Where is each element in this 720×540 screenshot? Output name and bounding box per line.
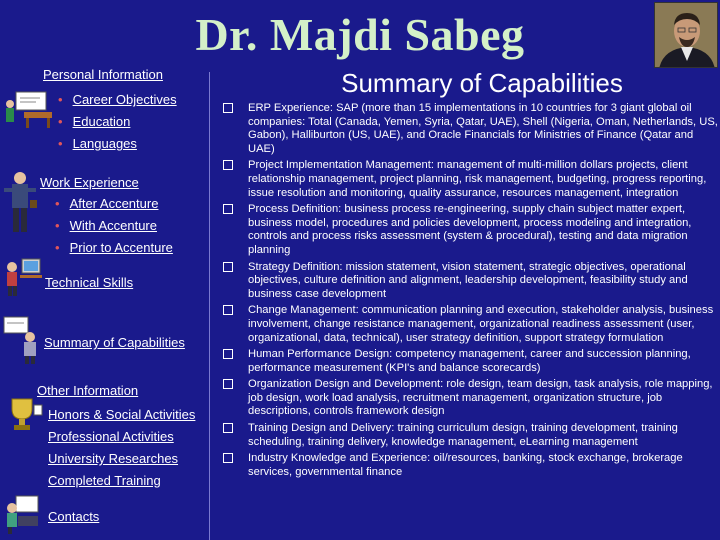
nav-professional-activities[interactable]: Professional Activities (48, 429, 174, 444)
list-item: ERP Experience: SAP (more than 15 implementations in 10 countries for 3 giant global oil companies: Total (Canada, Yemen, Syria, Qatar, UAE), Shell (Nigeria, Oman, Netherlands, US, Gabon), Halliburton (US, UAE), and Oracle Financials for Ministries of Finance (Qatar and UAE) (223, 102, 718, 156)
nav-summary-of-capabilities[interactable]: Summary of Capabilities (44, 335, 185, 350)
trophy-clipart-icon (2, 395, 44, 438)
nav-after-accenture[interactable]: • After Accenture (55, 196, 159, 211)
checkbox-bullet-icon (223, 204, 233, 214)
checkbox-bullet-icon (223, 262, 233, 272)
page-title: Dr. Majdi Sabeg (195, 9, 525, 60)
businessman-clipart-icon (2, 170, 38, 241)
nav-other-information[interactable]: Other Information (37, 383, 139, 398)
list-item: Training Design and Delivery: training curriculum design, training development, training scheduling, training delivery, knowledge management, eLearning management (223, 422, 718, 449)
nav-contacts[interactable]: Contacts (48, 509, 100, 524)
section-title: Summary of Capabilities (341, 68, 623, 98)
list-item: Project Implementation Management: management of multi-million dollars projects, client relationship management, project planning, risk management, budgeting, progress reporting, issue resolution and monitoring, quality assurance, resources management, integration (223, 159, 718, 200)
nav-completed-training[interactable]: Completed Training (48, 473, 161, 488)
portrait-photo (654, 2, 718, 68)
divider (209, 72, 210, 540)
nav-prior-to-accenture[interactable]: • Prior to Accenture (55, 240, 173, 255)
nav-honors-social-activities[interactable]: Honors & Social Activities (48, 407, 196, 422)
checkbox-bullet-icon (223, 379, 233, 389)
checkbox-bullet-icon (223, 305, 233, 315)
list-item: Strategy Definition: mission statement, vision statement, strategic objectives, operational objectives, culture definition and alignment, leadership development, feasibility study and business case development (223, 261, 718, 302)
checkbox-bullet-icon (223, 453, 233, 463)
nav-work-experience[interactable]: Work Experience (40, 175, 139, 190)
checkbox-bullet-icon (223, 349, 233, 359)
capabilities-list (223, 102, 718, 482)
nav-education[interactable]: • Education (58, 114, 131, 129)
list-item: Industry Knowledge and Experience: oil/resources, banking, stock exchange, brokerage services, governmental finance (223, 452, 718, 479)
checkbox-bullet-icon (223, 423, 233, 433)
nav-university-researches[interactable]: University Researches (48, 451, 179, 466)
list-item: Change Management: communication planning and execution, stakeholder analysis, business involvement, change resistance management, organizational readiness assessment (user, organizational, data, technical), user strategy definition, support strategy formulation (223, 304, 718, 345)
nav-personal-information[interactable]: Personal Information (43, 67, 163, 82)
telephone-clipart-icon (2, 492, 42, 540)
nav-languages[interactable]: • Languages (58, 136, 137, 151)
nav-technical-skills[interactable]: Technical Skills (45, 275, 134, 290)
classroom-clipart-icon (2, 90, 58, 135)
list-item: Organization Design and Development: role design, team design, task analysis, role mapping, job design, work load analysis, recruitment management, organization structure, job descriptions, controls framework design (223, 378, 718, 419)
checkbox-bullet-icon (223, 160, 233, 170)
presenter-clipart-icon (2, 315, 42, 370)
list-item: Process Definition: business process re-engineering, supply chain subject matter expert, business model, procedures and policies development, process modeling and integration, controls and process risks assessment (system & procedural), testing and data migration planning (223, 203, 718, 257)
list-item: Human Performance Design: competency management, career and succession planning, performance measurement (KPI's and balance scorecards) (223, 348, 718, 375)
nav-career-objectives[interactable]: • Career Objectives (58, 92, 177, 107)
computer-user-clipart-icon (2, 255, 44, 304)
nav-with-accenture[interactable]: • With Accenture (55, 218, 157, 233)
checkbox-bullet-icon (223, 103, 233, 113)
